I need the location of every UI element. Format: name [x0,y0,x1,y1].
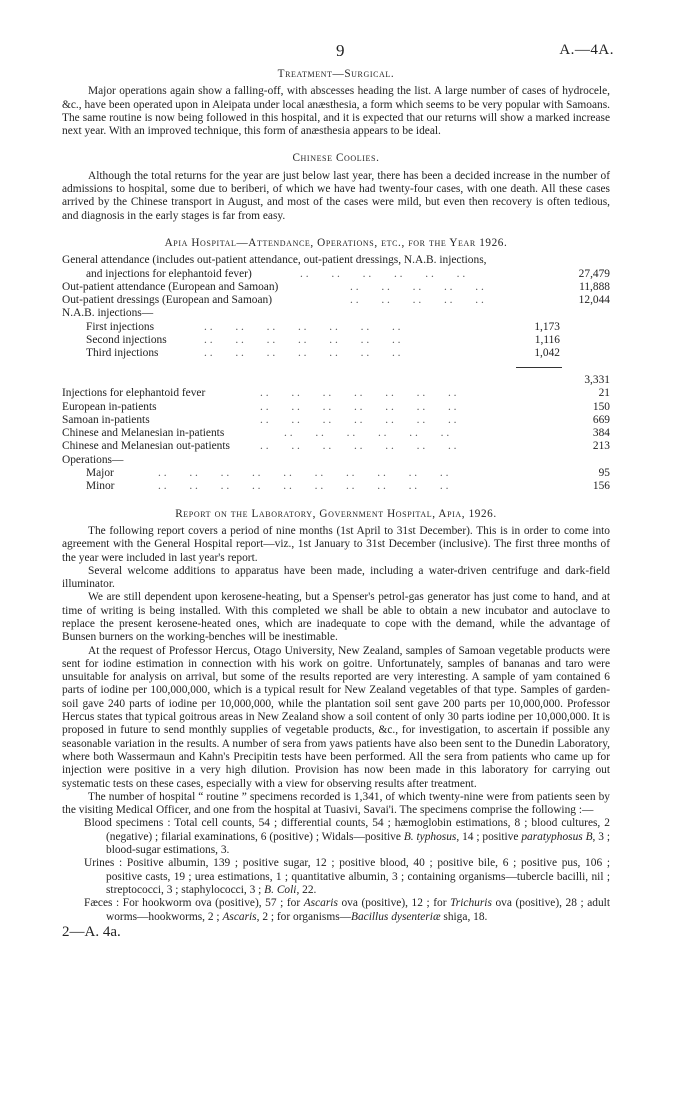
row-label: Minor [86,480,115,493]
row-value: 12,044 [578,294,610,307]
table-row: Major . . . . . . . . . . . . . . . . . . . . 95 [86,467,610,480]
row-value: 3,331 [584,373,610,386]
row-label: Chinese and Melanesian out-patients [62,440,230,453]
table-row: First injections . . . . . . . . . . . . . . 1,173 [86,320,560,333]
table-row [62,361,610,374]
row-subvalue: 1,173 [534,320,560,333]
row-value: 384 [592,427,610,440]
row-label: and injections for elephantoid fever) [86,267,252,280]
lab-paragraph-5: The number of hospital “ routine ” specimens recorded is 1,341, of which twenty-nine were from patients seen by the visiting Medical Officer, and one from the hospital at Tuasivi, Savai'i. The specimens comprise the following :— [62,790,610,817]
faeces-specimens: Fæces : For hookworm ova (positive), 57 ; for Ascaris ova (positive), 12 ; for Trichuris ova (positive), 28 ; adult worms—hookworms, 2 ; Ascaris, 2 ; for organisms—Bacillus dysenteriæ shiga, 18. [84,897,610,923]
subtotal-rule [516,367,562,368]
lab-paragraph-1: The following report covers a period of nine months (1st April to 31st December). This is in order to come into agreement with the General Hospital report—viz., 1st January to 31st December (inclusive). The first three months of the year were included in last year's report. [62,524,610,564]
table-row: and injections for elephantoid fever) . . . . . . . . . . . . 27,479 [86,267,610,280]
page [62,41,614,940]
table-row [62,254,610,267]
row-label: First injections [86,320,155,333]
table-row: Second injections . . . . . . . . . . . . . . 1,116 [86,334,560,347]
page-signature: 2—A. 4a. [62,923,121,940]
row-label: Injections for elephantoid fever [62,387,206,400]
row-label: General attendance (includes out-patient attendance, out-patient dressings, N.A.B. injections, [62,254,487,267]
chinese-heading: Chinese Coolies. [292,152,380,165]
lab-paragraph-2: Several welcome additions to apparatus have been made, including a water-driven centrifuge and dark-field illuminator. [62,564,610,591]
table-row: Chinese and Melanesian in-patients . . . . . . . . . . . . 384 [62,427,610,440]
row-value: 11,888 [579,280,610,293]
row-label: Chinese and Melanesian in-patients [62,427,225,440]
chinese-paragraph: Although the total returns for the year are just below last year, there has been a decided increase in the number of admissions to hospital, some due to beriberi, of which we have had twenty-four cases, with one death. All these cases arrived by the Chinese transport in August, and most of the cases were mild, but even then recovery is often tedious, and diagnosis in the early stages is far from easy. [62,169,610,222]
laboratory-heading: Report on the Laboratory, Government Hospital, Apia, 1926. [175,507,497,520]
row-label: Major [86,467,114,480]
row-label: Samoan in-patients [62,413,150,426]
table-row [62,454,610,467]
lab-paragraph-4: At the request of Professor Hercus, Otago University, New Zealand, samples of Samoan vegetable products were sent for iodine estimation in connection with his work on goitre. Unfortunately, samples of bananas and taro were unsuitable for analysis on arrival, but some of the results reported are very interesting. A sample of yam contained 6 parts of iodine per 100,000,000, which is a typical result for New Zealand vegetables of that type. Samples of garden-soil gave 240 parts of iodine per 10,000,000, while the plantation soil sent gave 200 parts per 10,000,000. Professor Hercus states that typical goitrous areas in New Zealand show a soil content of only 30 parts iodine per 10,000,000. It is proposed in future to send monthly supplies of vegetable products, &c., for investigation, to ascertain if possible any seasonable variation in the results. A number of sera from yaws patients have also been sent to the Dunedin Laboratory, where both Wassermaun and Kahn's Precipitin tests have been performed. All the sera from patients who came up for injection were positive in a very high dilution. Provision has now been made in this laboratory for carrying out systematic tests on these cases, especially with a view for observing results after treatment. [62,644,610,790]
page-number: 9 [336,41,345,60]
row-label: Out-patient dressings (European and Samoan) [62,294,273,307]
blood-specimens: Blood specimens : Total cell counts, 54 ; differential counts, 54 ; hæmoglobin estimations, 8 ; blood cultures, 2 (negative) ; filarial examinations, 6 (positive) ; Widals—positive B. typhosus, 14 ; positive paratyphosus B, 3 ; blood-sugar estimations, 3. [84,817,610,857]
row-value: 21 [598,387,610,400]
table-row: Third injections . . . . . . . . . . . . . . 1,042 [86,347,560,360]
table-row: Out-patient dressings (European and Samoan) . . . . . . . . . . 12,044 [62,294,610,307]
row-value: 27,479 [578,267,610,280]
table-row [62,374,610,387]
row-subvalue: 1,042 [534,347,560,360]
row-value: 156 [592,480,610,493]
row-value: 95 [598,467,610,480]
row-label: Second injections [86,334,167,347]
row-label: Third injections [86,347,159,360]
row-value: 669 [592,413,610,426]
row-label: European in-patients [62,400,157,413]
table-row: European in-patients . . . . . . . . . . . . . . 150 [62,400,610,413]
row-value: 150 [592,400,610,413]
surgical-heading: Treatment—Surgical. [277,68,395,80]
table-row [62,307,610,320]
row-value: 213 [592,440,610,453]
row-label: N.A.B. injections— [62,307,154,320]
row-label: Operations— [62,453,124,466]
attendance-table [62,254,610,493]
row-label: Out-patient attendance (European and Samoan) [62,280,279,293]
urine-specimens: Urines : Positive albumin, 139 ; positive sugar, 12 ; positive blood, 40 ; positive bile, 6 ; positive pus, 106 ; positive casts, 19 ; urea estimations, 1 ; quantitative albumin, 3 ; containing organisms—tubercle bacilli, nil ; streptococci, 3 ; staphylococci, 3 ; B. Coli, 22. [84,857,610,896]
table-row: Minor . . . . . . . . . . . . . . . . . . . . 156 [86,480,610,493]
document-reference: A.—4A. [559,42,614,58]
lab-paragraph-3: We are still dependent upon kerosene-heating, but a Spenser's petrol-gas generator has just come to hand, and at time of writing is being installed. With this completed we shall be able to obtain a new incubator and autoclave to replace the present kerosene-heated ones, which are inadequate to cope with the demand, while the advantage of Bunsen burners on the working-benches will be inestimable. [62,591,610,644]
row-subvalue: 1,116 [534,334,560,347]
table-heading: Apia Hospital—Attendance, Operations, etc., for the Year 1926. [164,236,508,249]
page-header [62,41,614,66]
table-row: Injections for elephantoid fever . . . . . . . . . . . . . . 21 [62,387,610,400]
table-row: Samoan in-patients . . . . . . . . . . . . . . 669 [62,413,610,426]
table-row: Chinese and Melanesian out-patients . . . . . . . . . . . . . . 213 [62,440,610,453]
surgical-paragraph: Major operations again show a falling-off, with abscesses heading the list. A large number of cases of hydrocele, &c., have been operated upon in Aleipata under local anæsthesia, a form which seems to be very popular with Samoans. The same routine is now being followed in this hospital, and it is expected that our returns will show a marked increase next year. With an improved technique, this form of anæsthesia appears to be ideal. [62,85,610,138]
table-row: Out-patient attendance (European and Samoan) . . . . . . . . . . 11,888 [62,280,610,293]
